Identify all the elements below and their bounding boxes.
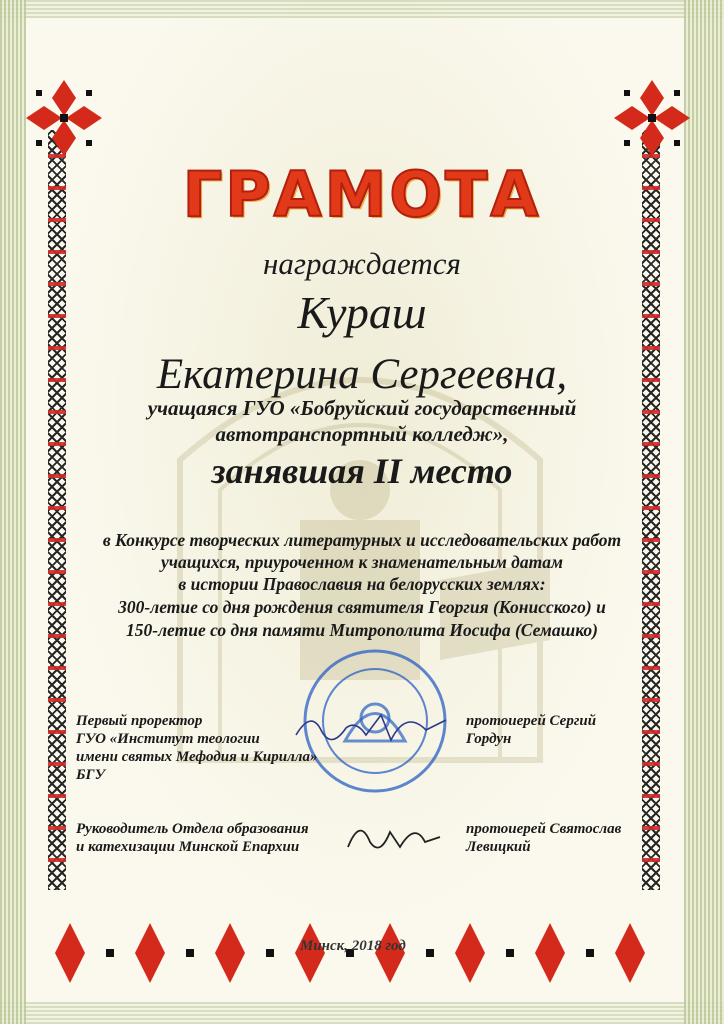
description-line: в Конкурсе творческих литературных и исследовательских работ (102, 530, 622, 550)
signatory2-name: Левицкий (466, 839, 531, 855)
right-ornament-border (642, 130, 660, 890)
top-left-ornament-icon (24, 78, 104, 158)
description-line: 300-летие со дня рождения святителя Георгия (Конисского) и (118, 597, 606, 617)
description-line: в истории Православия на белорусских землях: (178, 574, 546, 594)
signatory2-position: Руководитель Отдела образования (76, 821, 309, 837)
signatory2-name: протоиерей Святослав (466, 821, 622, 837)
signature-icon (340, 812, 450, 862)
description-line: 150-летие со дня памяти Митрополита Иосифа (Семашко) (126, 620, 598, 640)
signatory1-position: БГУ (76, 767, 106, 783)
signatory1-name: Гордун (466, 731, 512, 747)
description-line: учащихся, приуроченном к знаменательным датам (161, 552, 563, 572)
signatory1-position: имени святых Мефодия и Кирилла» (76, 749, 318, 765)
signatory1-name: протоиерей Сергий (466, 713, 597, 729)
student-info-line1: учащаяся ГУО «Бобруйский государственный (147, 396, 577, 420)
certificate-title: ГРАМОТА (182, 158, 542, 231)
left-ornament-border (48, 130, 66, 890)
signatory1-position: ГУО «Институт теологии (76, 731, 260, 747)
recipient-name: Екатерина Сергеевна, (156, 351, 568, 398)
top-edge-pattern (0, 0, 724, 18)
signatory1-position: Первый проректор (76, 713, 203, 729)
top-right-ornament-icon (612, 78, 692, 158)
awarded-text: награждается (263, 246, 461, 281)
recipient-surname: Кураш (297, 287, 427, 338)
signatory2-position: и катехизации Минской Епархии (76, 839, 300, 855)
left-edge-pattern (0, 0, 26, 1024)
place-text: занявшая II место (211, 451, 513, 491)
bottom-edge-pattern (0, 1002, 724, 1024)
place-date: Минск, 2018 год (300, 938, 406, 954)
student-info-line2: автотранспортный колледж», (215, 422, 509, 446)
